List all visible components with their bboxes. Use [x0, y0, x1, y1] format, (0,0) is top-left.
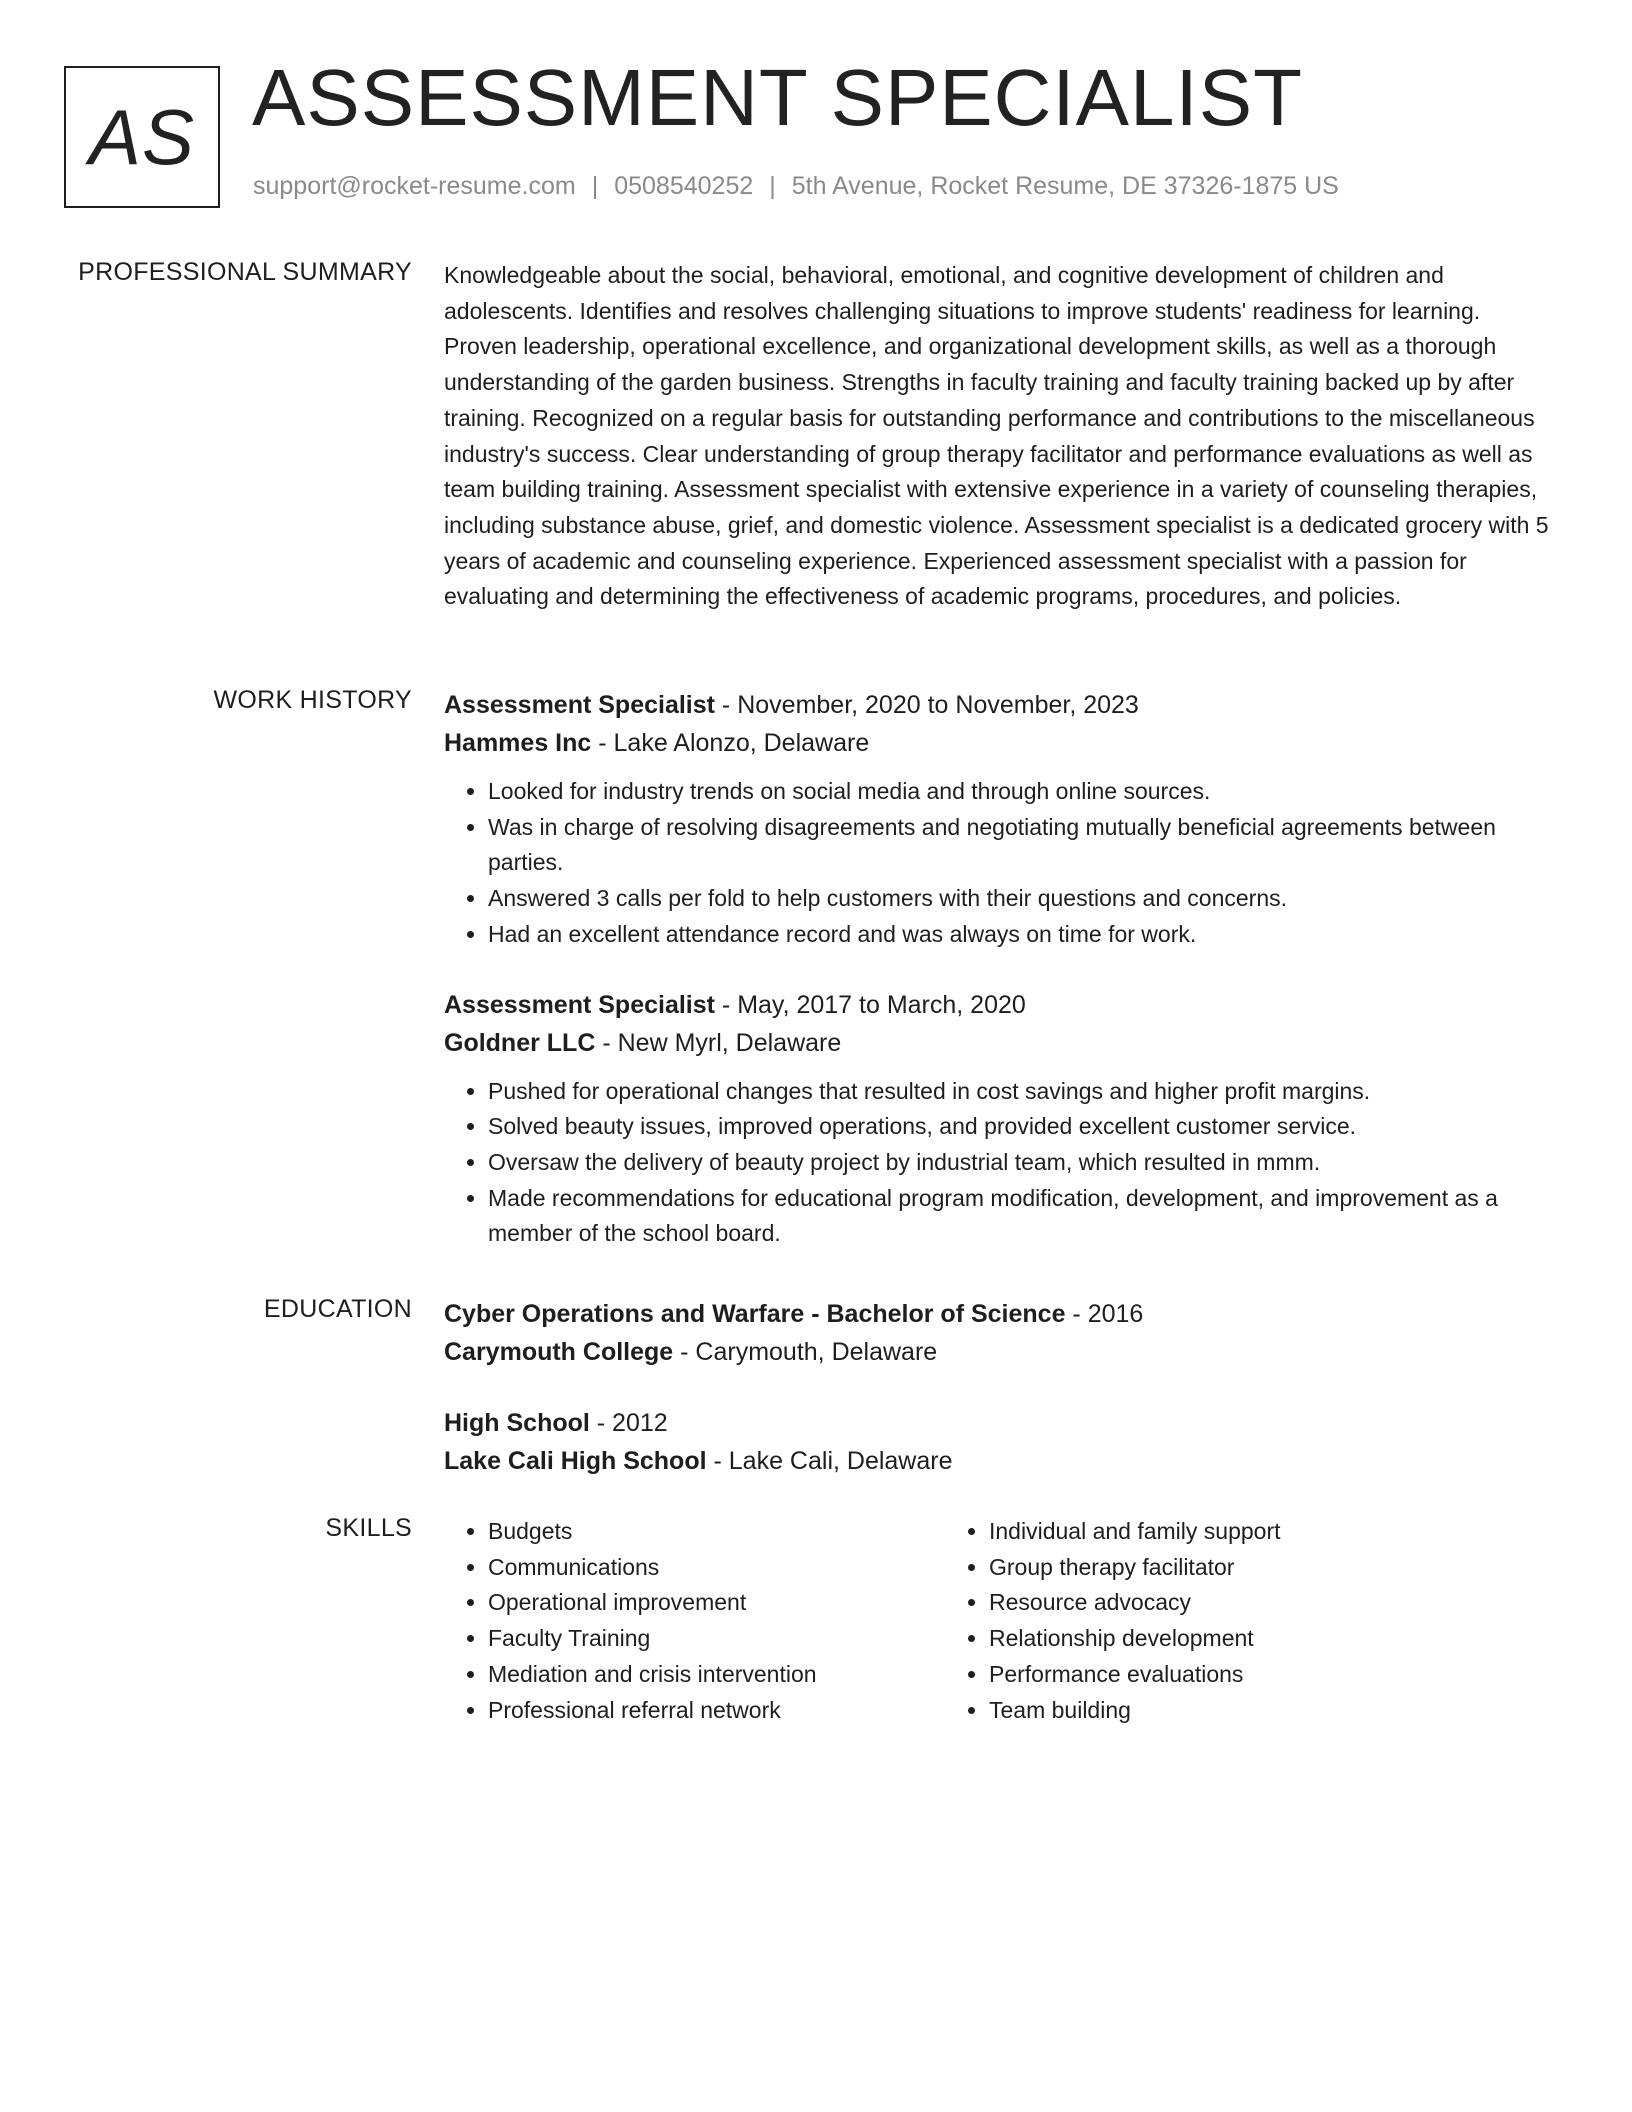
skill-item: • Mediation and crisis intervention [488, 1657, 945, 1693]
contact-separator: | [591, 172, 599, 200]
job-company: Goldner LLC [444, 1028, 596, 1057]
job-company: Hammes Inc [444, 729, 592, 757]
summary-text: Knowledgeable about the social, behavioral, emotional, and cognitive development of children and adolescents. Identifies and resolves challenging situations to improve students' readiness for learning. Proven leadership, operational excellence, and organizational development skills, as well as a thorough understanding of the garden business. Strengths in faculty training and faculty training backed up by after training. Recognized on a regular basis for outstanding performance and contributions to the miscellaneous industry's success. Clear understanding of group therapy facilitator and performance evaluations as well as team building training. Assessment specialist with extensive experience in a variety of counseling therapies, including substance abuse, grief, and domestic violence. Assessment specialist is a dedicated grocery with 5 years of academic and counseling experience. Experienced assessment specialist with a passion for evaluating and determining the effectiveness of academic programs, procedures, and policies. [444, 262, 1549, 610]
contact-address: 5th Avenue, Rocket Resume, DE 37326-1875 US [791, 172, 1339, 200]
job-bullet: • Solved beauty issues, improved operations, and provided excellent customer service. [488, 1109, 1554, 1145]
job-bullets [444, 774, 1554, 953]
skill-item: • Communications [488, 1550, 945, 1586]
education-year: - 2016 [1065, 1300, 1144, 1328]
skill-item: • Professional referral network [488, 1693, 945, 1729]
job-bullet: • Looked for industry trends on social media and through online sources. [488, 774, 1554, 810]
skills-list-right [945, 1514, 1446, 1728]
skills-body [444, 1514, 1554, 1728]
job-entry [444, 686, 1554, 953]
skill-item: • Relationship development [989, 1621, 1446, 1657]
job-entry [444, 986, 1554, 1253]
work-history-body [444, 686, 1554, 1252]
section-heading-skills: SKILLS [325, 1514, 412, 1542]
monogram-initials: AS [88, 92, 196, 181]
education-degree-line [444, 1404, 1554, 1442]
education-location: - Lake Cali, Delaware [706, 1447, 953, 1475]
job-location: - Lake Alonzo, Delaware [591, 729, 870, 757]
skills-list-left [444, 1514, 945, 1728]
job-title: Assessment Specialist [444, 990, 715, 1019]
job-bullet: • Pushed for operational changes that resulted in cost savings and higher profit margins. [488, 1074, 1554, 1110]
skill-item: • Faculty Training [488, 1621, 945, 1657]
job-bullet: • Oversaw the delivery of beauty project by industrial team, which resulted in mmm. [488, 1145, 1554, 1181]
education-school-line [444, 1333, 1554, 1371]
job-bullet: • Was in charge of resolving disagreements and negotiating mutually beneficial agreements between parties. [488, 810, 1554, 881]
education-year: - 2012 [589, 1409, 668, 1437]
contact-separator: | [769, 172, 776, 200]
education-school-line [444, 1442, 1554, 1480]
education-entry [444, 1295, 1554, 1371]
section-heading-education: EDUCATION [263, 1295, 412, 1323]
job-title-line [444, 686, 1554, 724]
contact-email: support@rocket-resume.com [253, 172, 576, 200]
resume-title: ASSESSMENT SPECIALIST [252, 53, 1303, 142]
job-location: - New Myrl, Delaware [595, 1028, 842, 1057]
education-degree: Cyber Operations and Warfare - Bachelor of Science [444, 1300, 1066, 1328]
education-body [444, 1295, 1554, 1480]
job-bullet: • Had an excellent attendance record and was always on time for work. [488, 917, 1554, 953]
skill-item: • Resource advocacy [989, 1585, 1446, 1621]
job-bullet: • Answered 3 calls per fold to help customers with their questions and concerns. [488, 881, 1554, 917]
skill-item: • Group therapy facilitator [989, 1550, 1446, 1586]
skill-item: • Performance evaluations [989, 1657, 1446, 1693]
education-degree-line [444, 1295, 1554, 1333]
job-title: Assessment Specialist [444, 691, 715, 719]
contact-phone: 0508540252 [614, 172, 754, 200]
education-entry [444, 1404, 1554, 1480]
skills-columns [444, 1514, 1554, 1728]
section-heading-summary: PROFESSIONAL SUMMARY [78, 258, 412, 286]
job-dates: - May, 2017 to March, 2020 [714, 990, 1026, 1019]
skill-item: • Budgets [488, 1514, 945, 1550]
skill-item: • Team building [989, 1693, 1446, 1729]
education-location: - Carymouth, Delaware [673, 1338, 938, 1366]
education-degree: High School [444, 1409, 590, 1437]
section-heading-work-history: WORK HISTORY [213, 686, 412, 714]
job-bullet: • Made recommendations for educational program modification, development, and improvement as a member of the school board. [488, 1181, 1554, 1252]
education-school: Lake Cali High School [444, 1447, 707, 1475]
skill-item: • Individual and family support [989, 1514, 1446, 1550]
job-bullets [444, 1074, 1554, 1253]
job-company-line [444, 724, 1554, 762]
monogram-logo [64, 66, 220, 208]
skill-item: • Operational improvement [488, 1585, 945, 1621]
job-company-line [444, 1024, 1554, 1062]
job-title-line [444, 986, 1554, 1024]
education-school: Carymouth College [444, 1338, 674, 1366]
contact-line [253, 172, 1339, 201]
job-dates: - November, 2020 to November, 2023 [714, 691, 1139, 719]
